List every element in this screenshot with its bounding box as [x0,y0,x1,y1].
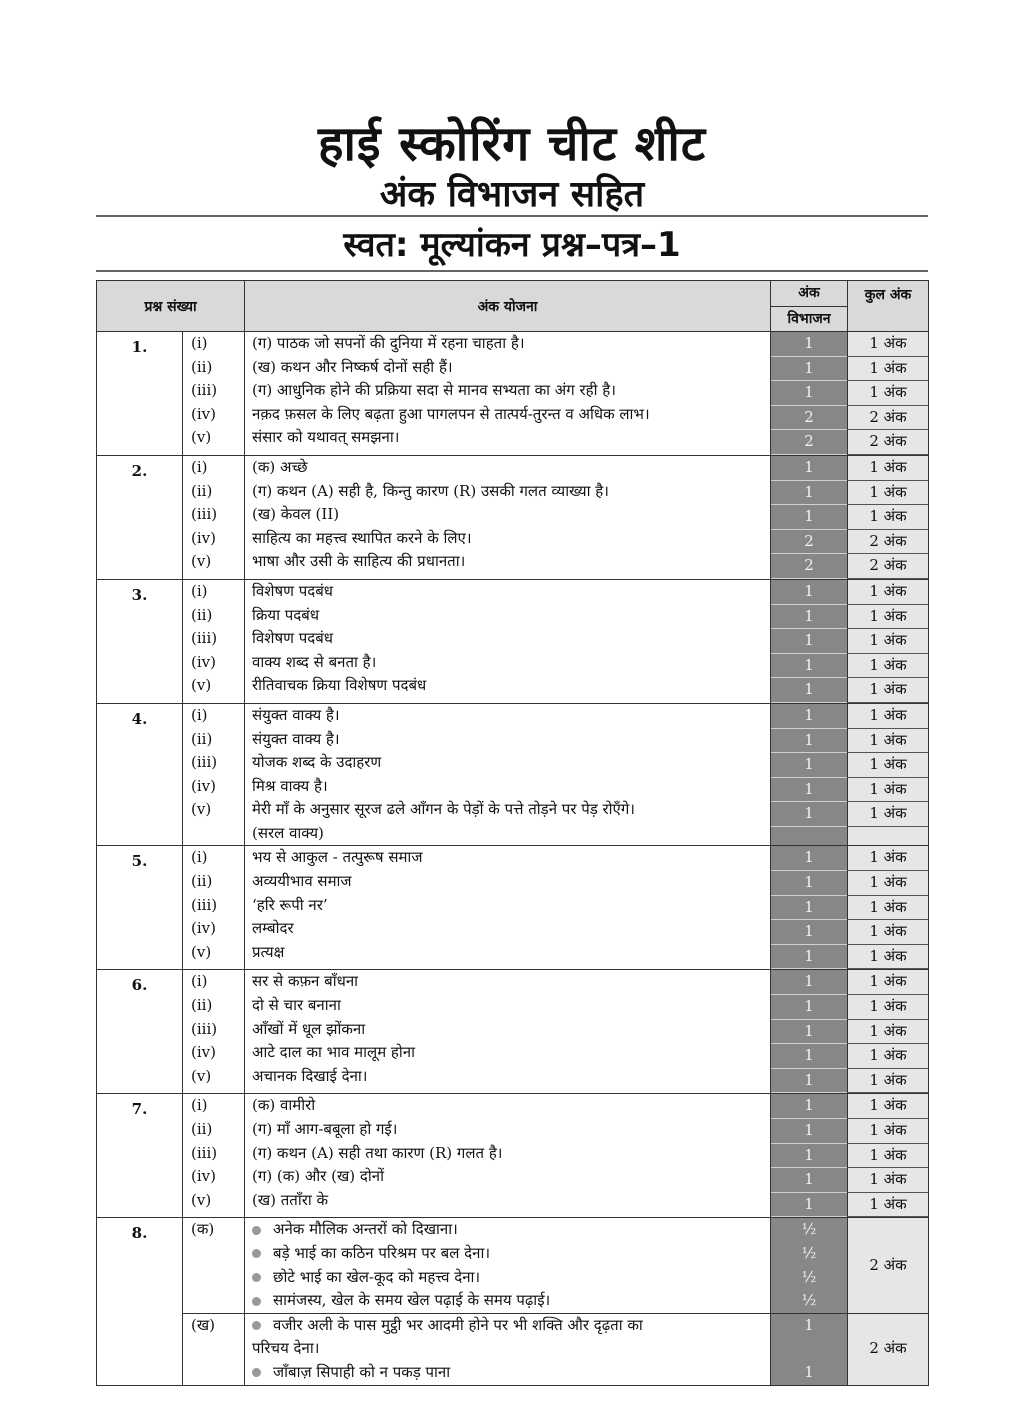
answer-key-table [96,280,929,1386]
part-label: (iv) [191,652,216,671]
part-label: (i) [191,972,208,991]
total-cell [848,455,929,579]
total-value: 1 अंक [848,704,928,729]
marks-cell [771,846,848,970]
part-label: (iv) [191,528,216,547]
question-number: 1. [97,332,183,456]
list-item: अनेक मौलिक अन्तरों को दिखाना। [245,1218,770,1242]
marks-value: 1 [771,1119,847,1144]
total-value: 1 अंक [848,1144,928,1169]
marks-value: 1 [771,920,847,945]
total-value: 1 अंक [848,871,928,896]
part-label: (ii) [191,481,213,500]
total-value: 1 अंक [848,920,928,945]
part-labels [183,1094,245,1218]
part-label: (iii) [191,895,218,914]
part-labels [183,332,245,456]
part-label: (v) [191,552,212,571]
part-label: (क) [183,1218,245,1313]
total-value: 1 अंक [848,778,928,803]
answer-line: (ग) पाठक जो सपनों की दुनिया में रहना चाहता है। [252,334,525,352]
table-row [97,846,929,970]
part-labels [183,703,245,846]
total-value: 2 अंक [848,530,928,555]
part-label: (ii) [191,357,213,376]
marks-value: 2 [771,530,847,555]
table-row [97,332,929,456]
marks-value: 1 [771,456,847,481]
total-cell [848,579,929,703]
total-value: 1 अंक [848,1119,928,1144]
answer-cell [245,332,771,456]
marks-value: 1 [771,846,847,871]
total-value: 1 अंक [848,1193,928,1218]
answer-line: विशेषण पदबंध [252,629,333,648]
part-label: (iv) [191,1043,216,1062]
list-item: वजीर अली के पास मुट्ठी भर आदमी होने पर भी शक्ति और दृढ़ता का [245,1314,770,1338]
part-label: (iii) [191,1143,218,1162]
total-cell [848,1094,929,1218]
question-number: 5. [97,846,183,970]
part-label: (ii) [191,1120,213,1138]
answer-line: वाक्य शब्द से बनता है। [252,652,377,671]
marks-value: 1 [771,970,847,995]
part-labels [183,970,245,1094]
total-cell [848,332,929,456]
divider-bottom [96,270,928,272]
marks-value: 2 [771,430,847,455]
total-value: 1 अंक [848,332,928,357]
answer-line: (ग) कथन (A) सही है, किन्तु कारण (R) उसकी गलत व्याख्या है। [252,481,609,500]
header-marks-division [771,281,848,332]
total-value: 1 अंक [848,629,928,654]
marks-value: 1 [771,802,847,827]
part-label: (v) [191,1066,212,1085]
answer-line: (ग) कथन (A) सही तथा कारण (R) गलत है। [252,1143,503,1162]
part-label: (ख) [183,1313,245,1385]
total-value: 1 अंक [848,456,928,481]
total-value: 1 अंक [848,605,928,630]
marks-cell [771,1094,848,1218]
marks-value: 1 [771,1168,847,1193]
question-number: 4. [97,703,183,846]
answer-cell [245,455,771,579]
total-value: 1 अंक [848,481,928,506]
table-row [97,455,929,579]
page-subtitle: अंक विभाजन सहित [379,174,645,215]
answer-line: अचानक दिखाई देना। [252,1066,368,1085]
marks-cell [771,970,848,1094]
part-label: (iii) [191,629,218,648]
part-label: (ii) [191,729,213,748]
marks-cell [771,332,848,456]
marks-value: 1 [771,481,847,506]
answer-line: लम्बोदर [252,919,294,938]
answer-line: साहित्य का महत्त्व स्थापित करने के लिए। [252,528,472,547]
part-label: (v) [191,428,212,447]
answer-line: अव्ययीभाव समाज [252,872,352,891]
total-value: 1 अंक [848,753,928,778]
answer-line: योजक शब्द के उदाहरण [252,753,382,772]
total-value: 1 अंक [848,381,928,406]
answer-line: नक़द फ़सल के लिए बढ़ता हुआ पागलपन से तात्पर्य-तुरन्त व अधिक लाभ। [252,404,650,423]
part-labels [183,846,245,970]
total-cell: 2 अंक [848,1218,929,1313]
header-question-no: प्रश्न संख्या [97,281,245,332]
total-value: 1 अंक [848,654,928,679]
part-label: (iv) [191,1167,216,1186]
answer-line: भय से आकुल - तत्पुरूष समाज [252,848,423,867]
total-value: 1 अंक [848,802,928,827]
part-label: (v) [191,1190,212,1209]
part-label: (i) [191,581,208,600]
total-value: 2 अंक [848,430,928,455]
marks-value: 1 [771,381,847,406]
total-value: 1 अंक [848,729,928,754]
table-row [97,1218,929,1313]
answer-line: ‘हरि रूपी नर’ [252,895,328,914]
total-value: 1 अंक [848,896,928,921]
part-label: (iv) [191,404,216,423]
answer-line: संयुक्त वाक्य है। [252,729,340,748]
bullet-icon [252,1368,261,1377]
page-title: हाई स्कोरिंग चीट शीट [317,116,707,172]
marks-value: 1 [771,505,847,530]
total-value: 1 अंक [848,1168,928,1193]
marks-value: 1 [771,605,847,630]
total-value: 1 अंक [848,580,928,605]
total-value: 1 अंक [848,945,928,970]
total-value: 1 अंक [848,1069,928,1094]
bullet-icon [252,1321,261,1330]
question-8-body [97,1218,929,1385]
marks-value: 1 [771,629,847,654]
part-label: (iii) [191,505,218,524]
answer-line: (ख) तताँरा के [252,1190,329,1209]
marks-value: 1 [771,896,847,921]
question-number: 7. [97,1094,183,1218]
answer-cell [245,579,771,703]
part-labels [183,579,245,703]
marks-value: 1 [771,357,847,382]
marks-value: 1 [771,1020,847,1045]
answer-line: मिश्र वाक्य है। [252,776,328,795]
marks-value: 2 [771,406,847,431]
part-label: (iv) [191,919,216,938]
part-label: (iv) [191,776,216,795]
part-label: (i) [191,705,208,724]
list-item: छोटे भाई का खेल-कूद को महत्त्व देना। [245,1266,770,1290]
answer-line: (क) वामीरो [252,1096,316,1115]
marks-cell: 1 1 [771,1313,848,1385]
table-row [97,703,929,846]
divider-top [96,215,928,217]
answer-line: (ग) (क) और (ख) दोनों [252,1167,384,1186]
part-label: (v) [191,800,212,819]
marks-value: 1 [771,704,847,729]
table-row [97,970,929,1094]
marks-value: 1 [771,778,847,803]
marks-cell [771,703,848,846]
answer-line: संसार को यथावत् समझना। [252,428,400,447]
total-value: 1 अंक [848,678,928,703]
total-value: 1 अंक [848,970,928,995]
marks-value: 1 [771,945,847,970]
answer-line: (क) अच्छे [252,457,308,476]
part-label: (ii) [191,996,213,1015]
marks-value: 1 [771,678,847,703]
total-value: 1 अंक [848,1020,928,1045]
list-item-continuation: परिचय देना। [252,1339,320,1358]
marks-value: 1 [771,654,847,679]
answer-cell [245,703,771,846]
part-label: (i) [191,334,208,352]
part-label: (i) [191,457,208,476]
answer-line: प्रत्यक्ष [252,942,285,961]
question-number: 8. [97,1218,183,1385]
total-value: 1 अंक [848,995,928,1020]
marks-value: 1 [771,1069,847,1094]
answer-line: संयुक्त वाक्य है। [252,705,340,724]
answer-cell [245,1218,771,1313]
header-row [97,281,929,332]
answer-line: रीतिवाचक क्रिया विशेषण पदबंध [252,676,427,695]
answer-line: सर से कफ़न बाँधना [252,972,359,991]
marks-cell [771,455,848,579]
part-label: (v) [191,942,212,961]
bullet-icon [252,1226,261,1235]
total-value: 1 अंक [848,357,928,382]
answer-line: (ख) केवल (II) [252,505,340,524]
part-label: (ii) [191,872,213,891]
question-number: 3. [97,579,183,703]
table-row [97,579,929,703]
part-label: (ii) [191,605,213,624]
part-label: (i) [191,848,208,867]
answer-line: (ग) माँ आग-बबूला हो गई। [252,1120,398,1138]
answer-line: विशेषण पदबंध [252,581,333,600]
total-cell [848,846,929,970]
marks-value: 1 [771,1094,847,1119]
list-item: सामंजस्य, खेल के समय खेल पढ़ाई के समय पढ़ाई। [245,1289,770,1313]
marks-value: 1 [771,1044,847,1069]
part-label: (i) [191,1096,208,1115]
total-value: 1 अंक [848,1094,928,1119]
answer-cell [245,970,771,1094]
marks-value: 1 [771,580,847,605]
marks-value: 1 [771,753,847,778]
answer-line: आँखों में धूल झोंकना [252,1019,366,1038]
header-marks-top: अंक [798,285,820,301]
part-label: (v) [191,676,212,695]
table-row [97,1313,929,1385]
part-label: (iii) [191,381,218,400]
total-value: 1 अंक [848,505,928,530]
part-label: (iii) [191,753,218,772]
table-row [97,1094,929,1218]
answer-line: भाषा और उसी के साहित्य की प्रधानता। [252,552,466,571]
header-scheme: अंक योजना [245,281,771,332]
total-value: 1 अंक [848,846,928,871]
marks-cell [771,579,848,703]
bullet-icon [252,1273,261,1282]
answer-line: क्रिया पदबंध [252,605,320,624]
bullet-icon [252,1249,261,1258]
header-marks-bottom: विभाजन [771,306,847,328]
total-cell [848,970,929,1094]
bullet-icon [252,1297,261,1306]
marks-value: 1 [771,995,847,1020]
total-value: 1 अंक [848,1044,928,1069]
answer-cell [245,846,771,970]
part-labels [183,455,245,579]
answer-line: (ग) आधुनिक होने की प्रक्रिया सदा से मानव सभ्यता का अंग रही है। [252,381,616,400]
marks-value: 1 [771,1193,847,1218]
list-item: बड़े भाई का कठिन परिश्रम पर बल देना। [245,1242,770,1266]
marks-value: 1 [771,729,847,754]
marks-value: 1 [771,1144,847,1169]
marks-value: 2 [771,554,847,579]
question-number: 6. [97,970,183,1094]
answer-line-continuation: (सरल वाक्य) [252,823,324,842]
header-total: कुल अंक [848,281,929,332]
answer-cell [245,1094,771,1218]
answer-cell [245,1313,771,1385]
paper-title: स्वत: मूल्यांकन प्रश्न–पत्र–1 [343,225,681,265]
marks-value: 1 [771,871,847,896]
part-label: (iii) [191,1019,218,1038]
total-cell [848,703,929,846]
total-value: 2 अंक [848,406,928,431]
answer-line: आटे दाल का भाव मालूम होना [252,1043,415,1062]
answer-line: (ख) कथन और निष्कर्ष दोनों सही हैं। [252,357,453,376]
answer-line: दो से चार बनाना [252,996,341,1015]
total-cell: 2 अंक [848,1313,929,1385]
question-number: 2. [97,455,183,579]
total-value: 2 अंक [848,554,928,579]
marks-cell: ½ ½ ½ ½ [771,1218,848,1313]
marks-value: 1 [771,332,847,357]
list-item: जाँबाज़ सिपाही को न पकड़ पाना [245,1361,770,1385]
answer-line: मेरी माँ के अनुसार सूरज ढले आँगन के पेड़ों के पत्ते तोड़ने पर पेड़ रोएँगे। [252,800,635,819]
